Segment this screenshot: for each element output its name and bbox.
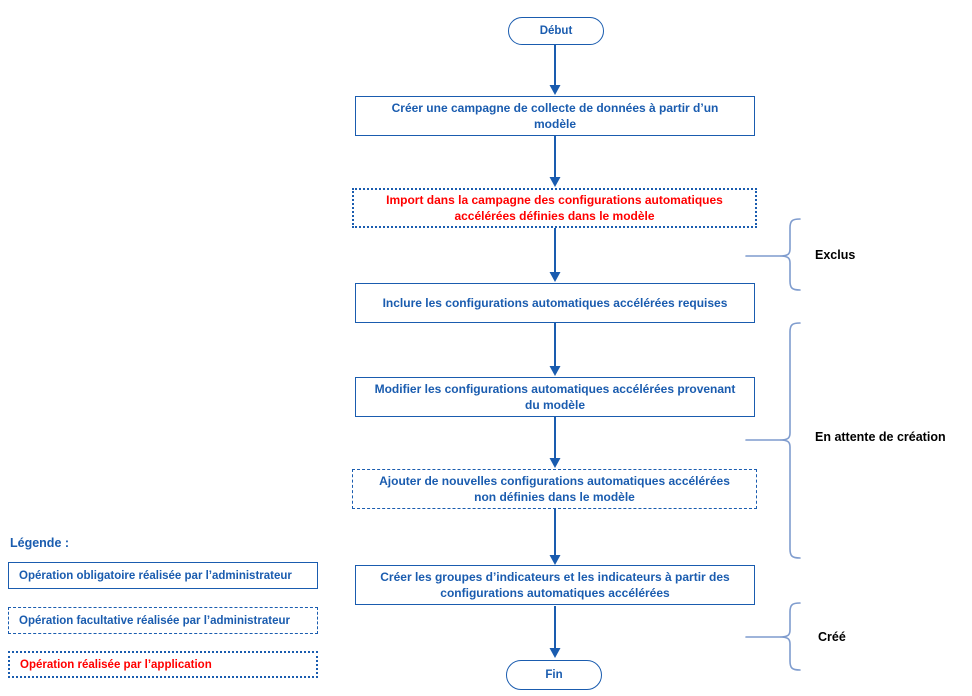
arrow-head-icon (550, 85, 561, 95)
bracket-label-en-attente: En attente de création (815, 430, 946, 444)
brace-cree (746, 603, 800, 670)
brace-exclus (746, 219, 800, 290)
arrow-head-icon (550, 177, 561, 187)
flow-box-label: Créer les groupes d’indicateurs et les indicateurs à partir des configurations automatiques accélérées (380, 570, 730, 600)
flow-box-label: Ajouter de nouvelles configurations automatiques accélérées non définies dans le modèle (379, 474, 730, 504)
brace-en-attente (746, 323, 800, 558)
flow-box-label: Créer une campagne de collecte de données à partir d’un modèle (391, 101, 719, 131)
arrow-head-icon (550, 555, 561, 565)
arrow-head-icon (550, 648, 561, 658)
flow-box-include-configs (355, 283, 755, 323)
arrow-head-icon (550, 458, 561, 468)
arrow-head-icon (550, 272, 561, 282)
flow-box-import-configs (352, 188, 757, 228)
brace-path (780, 219, 800, 290)
legend-item-optional (8, 607, 318, 634)
bracket-label-cree: Créé (818, 630, 846, 644)
flow-box-label: Modifier les configurations automatiques accélérées provenant du modèle (374, 382, 736, 412)
end-node-label: Fin (545, 669, 563, 681)
bracket-label-exclus: Exclus (815, 248, 856, 262)
flow-box-create-indicators (355, 565, 755, 605)
start-node-label: Début (539, 25, 573, 37)
end-node (506, 660, 602, 690)
legend-item-label: Opération facultative réalisée par l’administrateur (19, 614, 290, 627)
flow-box-create-campaign (355, 96, 755, 136)
legend-item-mandatory (8, 562, 318, 589)
legend-item-label: Opération réalisée par l’application (20, 658, 212, 671)
flow-box-add-configs (352, 469, 757, 509)
flow-box-label: Inclure les configurations automatiques accélérées requises (382, 296, 728, 310)
brace-path (780, 323, 800, 558)
start-node (508, 17, 604, 45)
legend-item-label: Opération obligatoire réalisée par l’administrateur (19, 569, 292, 582)
brace-path (780, 603, 800, 670)
flow-box-modify-configs (355, 377, 755, 417)
legend-title: Légende : (10, 536, 70, 550)
legend-item-application (8, 651, 318, 678)
flow-box-label: Import dans la campagne des configurations automatiques accélérées définies dans le modèle (386, 193, 723, 223)
arrow-head-icon (550, 366, 561, 376)
